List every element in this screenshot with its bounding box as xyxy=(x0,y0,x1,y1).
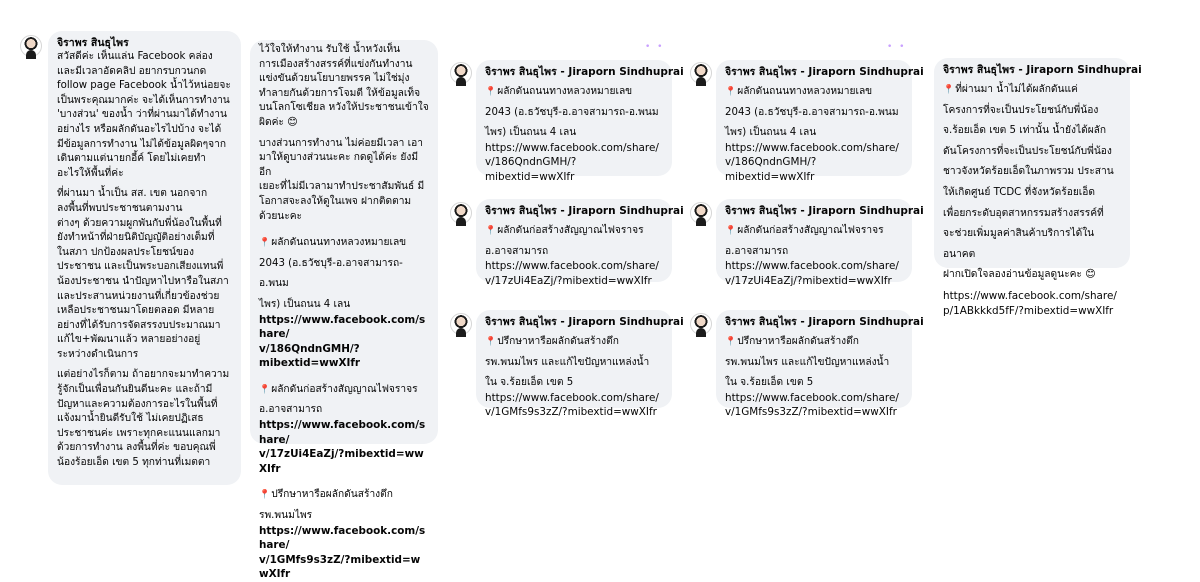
map-pin-icon: 📍 xyxy=(259,490,271,501)
list-item xyxy=(259,230,429,371)
map-pin-icon: 📍 xyxy=(725,226,737,236)
facebook-share-link[interactable]: https://www.facebook.com/share/ v/186QndnGMH/? mibextid=wwXIfr xyxy=(725,141,899,183)
comment-bubble-2 xyxy=(250,40,438,581)
map-pin-icon: 📍 xyxy=(943,85,955,95)
comment-text: สวัสดีค่ะ เห็นแล่น Facebook คล่อง และมีเวลาอัดคลิป อยากรบกวนกด follow page Facebook น้ำไว้หน่อยจะ เป็นพระคุณมากค่ะ จะได้เห็นการทำงาน 'บางส่วน' ของน้ำ ว่าที่ผ่านมาได้ทำงาน อย่างไร หรือผลักดันอะไรไปบ้าง จะได้ มีข้อมูลการทำงาน ไม่ได้ข้อมูลผิดๆจาก เดินตามแต่นายกอี้ค์ โดยไม่เคยทำ อะไรให้พื้นที่ค่ะ xyxy=(57,51,231,179)
facebook-share-link[interactable]: https://www.facebook.com/share/ v/1GMfs9s3zZ/?mibextid=wwXIfr xyxy=(725,391,899,419)
comment-author[interactable]: จิราพร สินธุไพร - Jiraporn Sindhuprai xyxy=(725,205,924,217)
comment-bubble-8 xyxy=(716,310,924,419)
comment-text: ผลักดันถนนทางหลวงหมายเลข 2043 (อ.ธวัชบุรี-อ.อาจสามารถ-อ.พนม ไพร) เป็นถนน 4 เลน xyxy=(259,237,407,310)
comment-text: ผลักดันก่อสร้างสัญญาณไฟจราจร อ.อาจสามารถ xyxy=(485,225,644,257)
map-pin-icon: 📍 xyxy=(485,87,497,97)
facebook-share-link[interactable]: https://www.facebook.com/share/ v/186QndnGMH/? mibextid=wwXIfr xyxy=(259,313,426,370)
comment-bubble-1 xyxy=(48,31,241,485)
comment-text: ที่ผ่านมา น้ำเป็น สส. เขต นอกจาก ลงพื้นที่พบประชาชนตามงาน ต่างๆ ด้วยความผูกพันกับพี่น้องในพื้นที่ ยังทำหน้าที่ฝ่ายนิติบัญญัติอย่างเต็มที่ ในสภา ปกป้องผลประโยชน์ของ ประชาชน และเป็นพระบอกเสียงแทนพี่ น้องประชาชน นำปัญหาไปหารือในสภา และประสานหน่วยงานที่เกี่ยวข้องช่วย เหลือประชาชนมาโดยตลอด มีหลาย อย่างที่ได้รับการจัดสรรงบประมาณมา แก้ไข+พัฒนาแล้ว หลายอย่างอยู่ ระหว่างดำเนินการ xyxy=(57,188,229,360)
comment-text: ผลักดันถนนทางหลวงหมายเลข 2043 (อ.ธวัชบุรี-อ.อาจสามารถ-อ.พนม ไพร) เป็นถนน 4 เลน xyxy=(725,86,899,139)
avatar[interactable] xyxy=(690,313,712,335)
map-pin-icon: 📍 xyxy=(485,226,497,236)
comment-text: แต่อย่างไรก็ตาม ถ้าอยากจะมาทำความ รู้จักเป็นเพื่อนกันยินดีนะคะ และถ้ามี ปัญหาและความต้องการอะไรในพื้นที่ แจ้งมาน้ำยินดีรับใช้ ไม่เคยปฏิเสธ ประชาชนค่ะ เพราะทุกคะแนนแลกมา ด้วยการทำงาน ลงพื้นที่ค่ะ ขอบคุณพี่ น้องร้อยเอ็ด เขต 5 ทุกท่านที่เมตตา xyxy=(57,369,230,469)
list-item xyxy=(259,377,429,477)
comment-bubble-4 xyxy=(476,199,684,287)
comment-author[interactable]: จิราพร สินธุไพร - Jiraporn Sindhuprai xyxy=(725,66,924,78)
comment-bubble-3 xyxy=(476,60,684,183)
comment-text: ปรึกษาหารือผลักดันสร้างตึก รพ.พนมไพร และแก้ไขปัญหาแหล่งน้ำ ใน จ.ร้อยเอ็ด เขต 5 xyxy=(725,336,890,389)
avatar[interactable] xyxy=(450,313,472,335)
avatar[interactable] xyxy=(690,202,712,224)
avatar[interactable] xyxy=(690,62,712,84)
comment-author[interactable]: จิราพร สินธุไพร - Jiraporn Sindhuprai xyxy=(943,64,1142,76)
facebook-share-link[interactable]: https://www.facebook.com/share/ v/1GMfs9s3zZ/?mibextid=wwXIfr xyxy=(485,391,659,419)
comment-text: ผลักดันก่อสร้างสัญญาณไฟจราจร อ.อาจสามารถ xyxy=(725,225,884,257)
comment-text: ผลักดันถนนทางหลวงหมายเลข 2043 (อ.ธวัชบุรี-อ.อาจสามารถ-อ.พนม ไพร) เป็นถนน 4 เลน xyxy=(485,86,659,139)
facebook-share-link[interactable]: https://www.facebook.com/share/ v/17zUi4EaZj/?mibextid=wwXIfr xyxy=(485,260,659,287)
comment-text: ปรึกษาหารือผลักดันสร้างตึก รพ.พนมไพร xyxy=(259,489,393,522)
reaction-icon: • • xyxy=(645,42,665,52)
facebook-share-link[interactable]: https://www.facebook.com/share/ v/17zUi4EaZj/?mibextid=wwXIfr xyxy=(259,419,426,475)
reaction-icon: • • xyxy=(887,42,907,52)
map-pin-icon: 📍 xyxy=(725,337,737,347)
comment-author[interactable]: จิราพร สินธุไพร - Jiraporn Sindhuprai xyxy=(485,316,684,328)
map-pin-icon: 📍 xyxy=(725,87,737,97)
comment-text: ปรึกษาหารือผลักดันสร้างตึก รพ.พนมไพร และแก้ไขปัญหาแหล่งน้ำ ใน จ.ร้อยเอ็ด เขต 5 xyxy=(485,336,650,389)
avatar[interactable] xyxy=(450,202,472,224)
comment-bubble-6 xyxy=(716,60,924,183)
comment-author[interactable]: จิราพร สินธุไพร - Jiraporn Sindhuprai xyxy=(485,66,684,78)
map-pin-icon: 📍 xyxy=(259,238,271,249)
comment-text: บางส่วนการทำงาน ไม่ค่อยมีเวลา เอา มาให้ดูบางส่วนนะคะ กดดูได้ค่ะ ยังมีอีก เยอะที่ไม่มีเวลามาทำประชาสัมพันธ์ มี โอกาสจะลงให้ดูในเพจ ฝากติดตาม ด้วยนะคะ xyxy=(259,137,425,222)
comment-bubble-9 xyxy=(934,58,1142,317)
map-pin-icon: 📍 xyxy=(485,337,497,347)
comment-bubble-5 xyxy=(476,310,684,419)
list-item xyxy=(259,482,429,582)
avatar[interactable] xyxy=(20,35,42,57)
comment-text: ที่ผ่านมา น้ำไม่ได้ผลักดันแค่ โครงการที่จะเป็นประโยชน์กับพี่น้อง จ.ร้อยเอ็ด เขต 5 เท่านั้น น้ำยังได้ผลัก ดันโครงการที่จะเป็นประโยชน์กับพี่น้อง ชาวจังหวัดร้อยเอ็ดในภาพรวม ประสาน ให้เกิดศูนย์ TCDC ที่จังหวัดร้อยเอ็ด เพื่อยกระดับอุตสาหกรรมสร้างสรรค์ที่ จะช่วยเพิ่มมูลค่าสินค้าบริการได้ใน อนาคต ฝากเปิดใจลองอ่านข้อมูลดูนะคะ 😊 xyxy=(943,84,1114,281)
facebook-share-link[interactable]: https://www.facebook.com/share/ v/1GMfs9s3zZ/?mibextid=wwXIfr xyxy=(259,524,426,581)
comment-author[interactable]: จิราพร สินธุไพร - Jiraporn Sindhuprai xyxy=(725,316,924,328)
comment-bubble-7 xyxy=(716,199,924,287)
avatar[interactable] xyxy=(450,62,472,84)
comment-text: ผลักดันก่อสร้างสัญญาณไฟจราจร อ.อาจสามารถ xyxy=(259,383,418,416)
comment-author[interactable]: จิราพร สินธุไพร - Jiraporn Sindhuprai xyxy=(485,205,684,217)
comment-author[interactable]: จิราพร สินธุไพร xyxy=(57,37,129,49)
comment-text: ไว้ใจให้ทำงาน รับใช้ น้ำหวังเห็น การเมืองสร้างสรรค์ที่แข่งกันทำงาน แข่งขันด้วยนโยบายพรรค ไม่ใช่มุ่ง ทำลายกันด้วยการโจมตี ให้ข้อมูลเท็จ บนโลกโซเชียล หวังให้ประชาชนเข้าใจ ผิดค่ะ 😊 xyxy=(259,44,429,128)
facebook-share-link[interactable]: https://www.facebook.com/share/ p/1ABkkkd5fF/?mibextid=wwXIfr xyxy=(943,289,1117,317)
facebook-share-link[interactable]: https://www.facebook.com/share/ v/17zUi4EaZj/?mibextid=wwXIfr xyxy=(725,260,899,287)
facebook-share-link[interactable]: https://www.facebook.com/share/ v/186QndnGMH/? mibextid=wwXIfr xyxy=(485,141,659,183)
map-pin-icon: 📍 xyxy=(259,384,271,395)
